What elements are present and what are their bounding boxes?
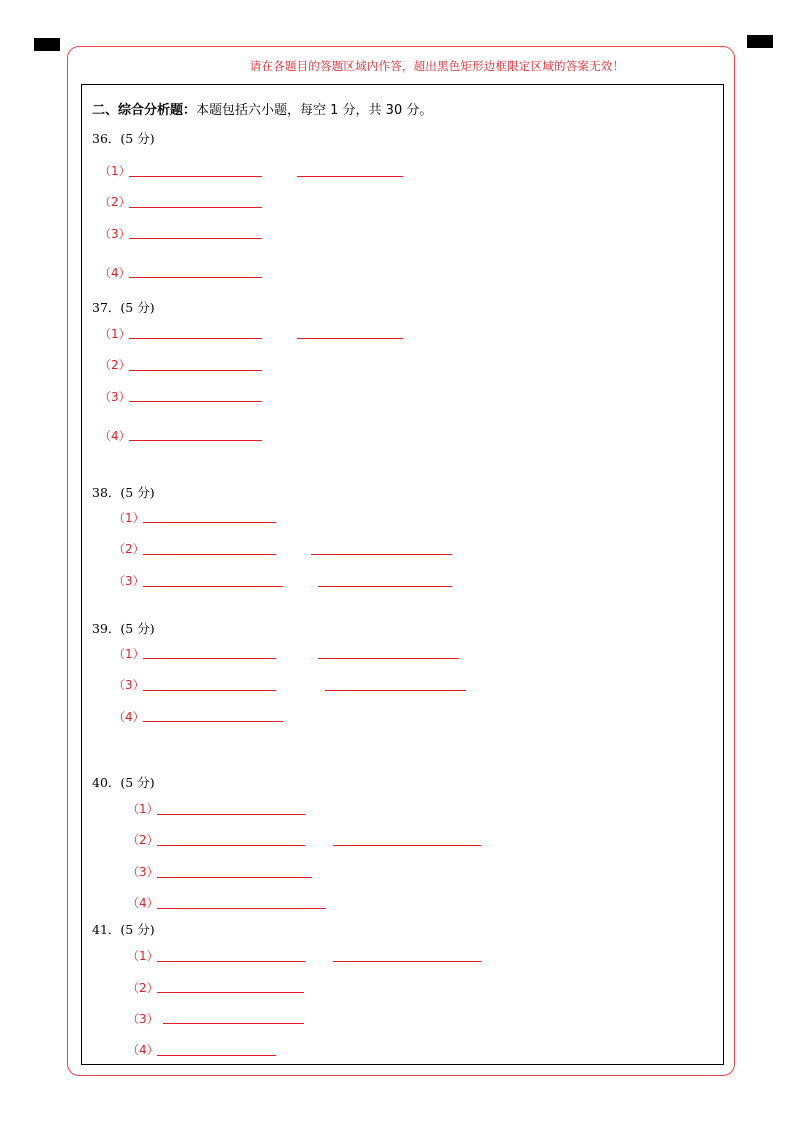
question-41-item-4-label: （4） <box>127 1043 159 1057</box>
question-38-header: 38．(5 分) <box>92 485 155 500</box>
question-36-item-1-blank-a[interactable] <box>129 176 262 177</box>
section-title-label: 二、综合分析题： <box>92 103 197 118</box>
question-39-header: 39．(5 分) <box>92 621 155 636</box>
answer-area-inner-border <box>81 84 724 1065</box>
question-38-item-2-blank-b[interactable] <box>311 554 452 555</box>
question-36-item-1-label: （1） <box>99 164 131 178</box>
question-37-item-1-label: （1） <box>99 327 131 341</box>
question-37-item-2-blank[interactable] <box>129 370 262 371</box>
question-40-item-1-label: （1） <box>127 802 159 816</box>
question-41-header: 41．(5 分) <box>92 922 155 937</box>
question-40-item-2-blank-b[interactable] <box>333 845 481 846</box>
question-40-item-2-blank-a[interactable] <box>157 845 305 846</box>
question-39-item-1-blank-a[interactable] <box>143 658 276 659</box>
question-36-item-3-label: （3） <box>99 227 131 241</box>
question-37-item-1-blank-a[interactable] <box>129 338 262 339</box>
question-36-item-4-blank[interactable] <box>129 277 262 278</box>
question-36-item-2-label: （2） <box>99 195 131 209</box>
question-38-item-2-blank-a[interactable] <box>143 554 276 555</box>
question-40-header: 40．(5 分) <box>92 775 155 790</box>
question-39-item-1-label: （1） <box>113 647 145 661</box>
question-41-item-3-label: （3） <box>127 1012 159 1026</box>
question-38-item-2-label: （2） <box>113 542 145 556</box>
question-37-item-1-blank-b[interactable] <box>297 338 403 339</box>
question-36-header: 36．(5 分) <box>92 131 155 146</box>
question-41-item-3-blank[interactable] <box>163 1023 304 1024</box>
question-36-item-2-blank[interactable] <box>129 207 262 208</box>
question-38-item-3-blank-b[interactable] <box>318 586 452 587</box>
question-39-item-3-label: （3） <box>113 678 145 692</box>
question-40-item-4-label: （4） <box>127 896 159 910</box>
question-38-item-1-label: （1） <box>113 511 145 525</box>
question-41-item-4-blank[interactable] <box>157 1055 276 1056</box>
question-36-item-4-label: （4） <box>99 266 131 280</box>
question-39-item-3-blank-b[interactable] <box>325 690 466 691</box>
question-41-item-2-blank[interactable] <box>157 992 304 993</box>
question-41-item-1-label: （1） <box>127 949 159 963</box>
question-39-item-1-blank-b[interactable] <box>318 658 459 659</box>
question-38-item-3-label: （3） <box>113 574 145 588</box>
section-title-description: 本题包括六小题，每空 1 分，共 30 分。 <box>196 103 433 118</box>
question-39-item-4-label: （4） <box>113 710 145 724</box>
question-37-header: 37．(5 分) <box>92 300 155 315</box>
question-41-item-2-label: （2） <box>127 981 159 995</box>
section-title <box>92 99 432 118</box>
question-36-item-3-blank[interactable] <box>129 238 262 239</box>
answer-area-notice: 请在各题目的答题区域内作答，超出黑色矩形边框限定区域的答案无效！ <box>249 59 625 73</box>
question-36-item-1-blank-b[interactable] <box>297 176 403 177</box>
question-40-item-3-label: （3） <box>127 865 159 879</box>
question-40-item-4-blank[interactable] <box>157 908 326 909</box>
question-39-item-3-blank-a[interactable] <box>143 690 276 691</box>
question-37-item-4-label: （4） <box>99 429 131 443</box>
question-40-item-3-blank[interactable] <box>157 877 312 878</box>
question-38-item-1-blank[interactable] <box>143 522 276 523</box>
question-40-item-1-blank[interactable] <box>157 814 305 815</box>
question-37-item-4-blank[interactable] <box>129 440 262 441</box>
question-39-item-4-blank[interactable] <box>143 721 283 722</box>
question-41-item-1-blank-a[interactable] <box>157 961 305 962</box>
question-41-item-1-blank-b[interactable] <box>333 961 481 962</box>
question-40-item-2-label: （2） <box>127 833 159 847</box>
registration-mark-left <box>34 38 60 51</box>
question-37-item-3-blank[interactable] <box>129 401 262 402</box>
registration-mark-right <box>747 35 773 48</box>
question-37-item-2-label: （2） <box>99 358 131 372</box>
question-37-item-3-label: （3） <box>99 390 131 404</box>
question-38-item-3-blank-a[interactable] <box>143 586 283 587</box>
